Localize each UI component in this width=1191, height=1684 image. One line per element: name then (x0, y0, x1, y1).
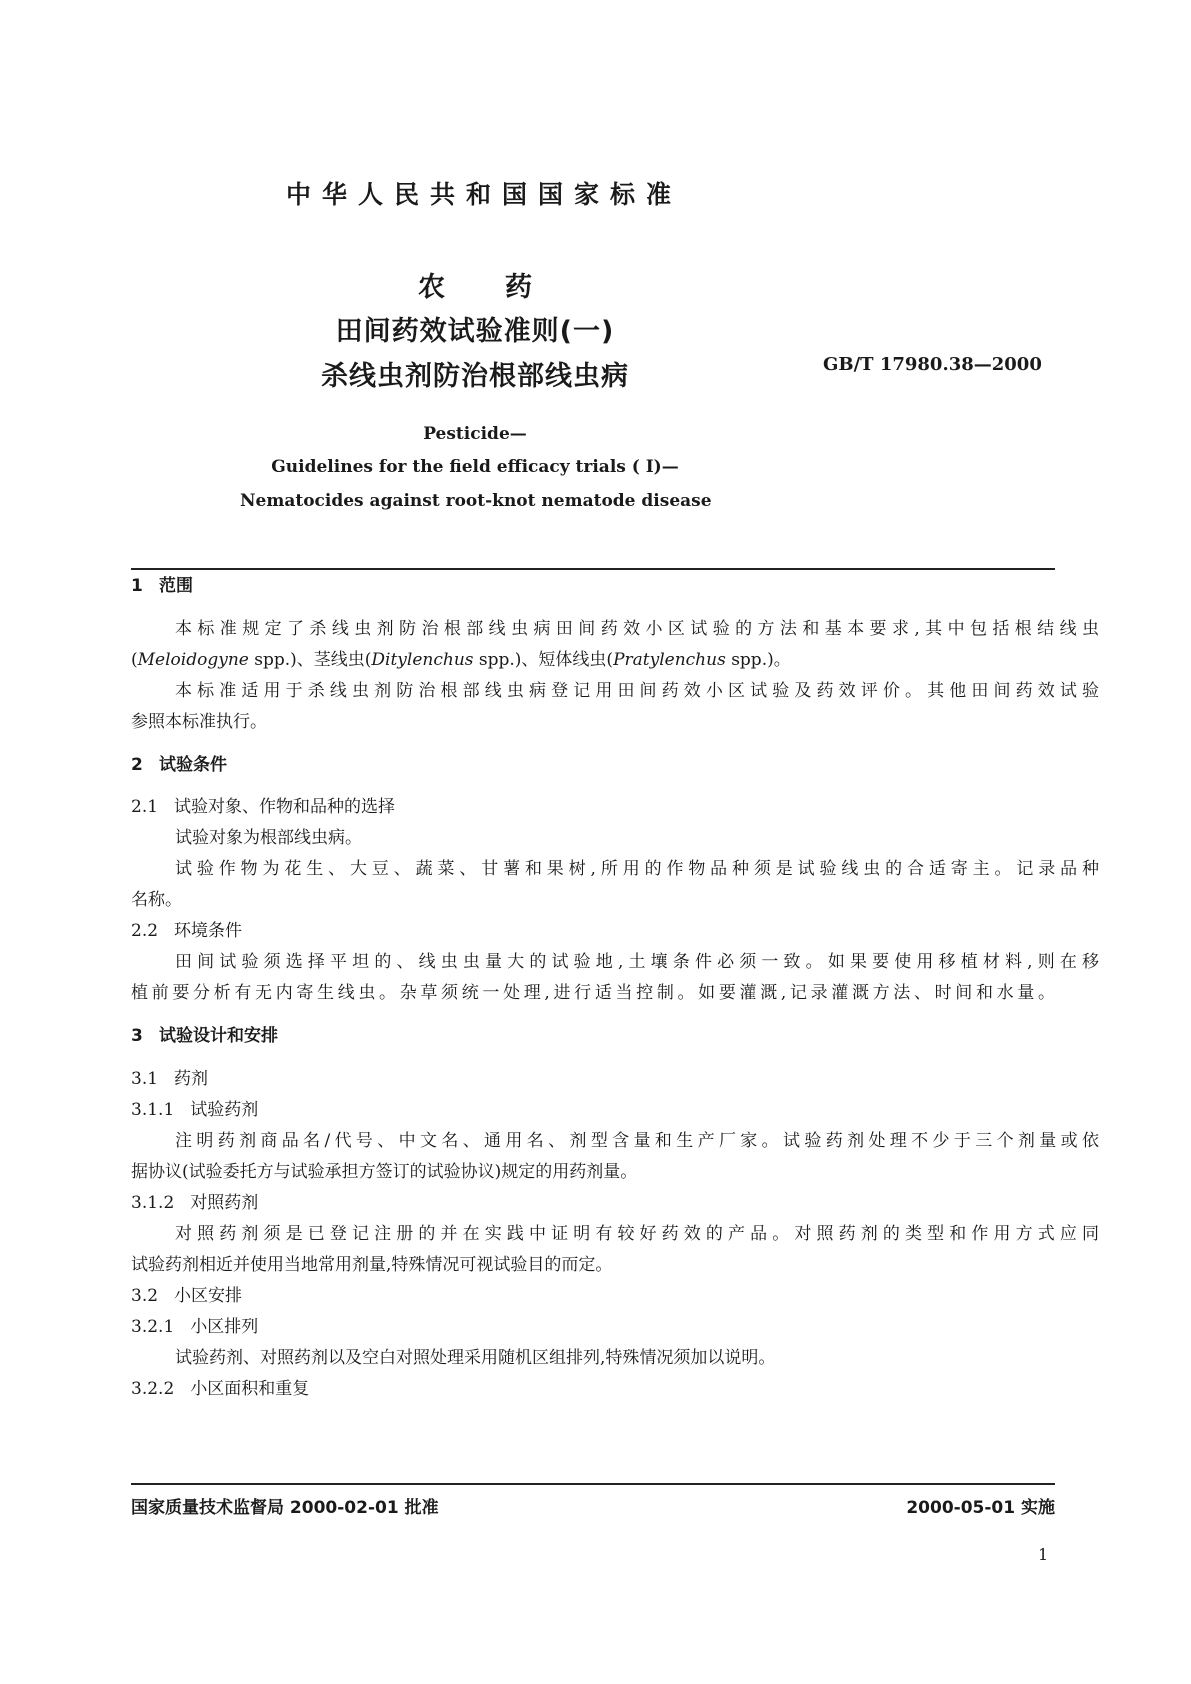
subsection-title: 小区排列 (190, 1317, 259, 1337)
top-divider (131, 568, 1055, 570)
paragraph-line: 据协议(试验委托方与试验承担方签订的试验协议)规定的用药剂量。 (131, 1162, 638, 1182)
subsection-title: 小区面积和重复 (190, 1379, 310, 1399)
subsection-number: 3.1.1 (131, 1100, 175, 1120)
section-title: 试验设计和安排 (159, 1026, 278, 1046)
subsection-title: 试验药剂 (190, 1100, 259, 1120)
section-number: 3 (131, 1026, 143, 1046)
paragraph-line: 名称。 (131, 890, 182, 910)
paragraph-line: 本标准规定了杀线虫剂防治根部线虫病田间药效小区试验的方法和基本要求,其中包括根结线虫 (175, 619, 1099, 639)
text-run: spp.)、短体线虫( (473, 650, 614, 670)
text-run: ( (131, 650, 138, 670)
paragraph-line: 试验作物为花生、大豆、蔬菜、甘薯和果树,所用的作物品种须是试验线虫的合适寄主。记录品种 (175, 859, 1099, 879)
section-number: 2 (131, 755, 143, 775)
subsection-2-2-heading (131, 916, 1055, 947)
implementation-date: 2000-05-01 实施 (906, 1498, 1055, 1518)
section-1-heading (131, 571, 1055, 602)
section-3-heading (131, 1021, 1055, 1052)
paragraph-line: 参照本标准执行。 (131, 712, 267, 732)
paragraph-line: 植前要分析有无内寄生线虫。杂草须统一处理,进行适当控制。如要灌溉,记录灌溉方法、时间和水量。 (131, 983, 1055, 1003)
subsection-number: 3.2.2 (131, 1379, 175, 1399)
title-en-line-3: Nematocides against root-knot nematode disease (240, 491, 712, 511)
standard-number: GB/T 17980.38—2000 (823, 354, 1042, 375)
subsection-title: 对照药剂 (190, 1193, 259, 1213)
bottom-divider (131, 1483, 1055, 1485)
paragraph-line: 试验药剂相近并使用当地常用剂量,特殊情况可视试验目的而定。 (131, 1255, 613, 1275)
subsection-3-2-2-heading (131, 1374, 1055, 1405)
subsection-3-2-heading (131, 1281, 1055, 1312)
approval-statement: 国家质量技术监督局 2000-02-01 批准 (131, 1498, 439, 1518)
paragraph-line: 试验药剂、对照药剂以及空白对照处理采用随机区组排列,特殊情况须加以说明。 (175, 1348, 776, 1368)
subsection-title: 试验对象、作物和品种的选择 (174, 797, 396, 817)
subsection-number: 3.1 (131, 1069, 159, 1089)
subsection-3-1-1-heading (131, 1095, 1055, 1126)
section-title: 试验条件 (159, 755, 227, 775)
subsection-title: 小区安排 (174, 1286, 243, 1306)
genus-name: Pratylenchus (613, 650, 726, 670)
subsection-number: 2.1 (131, 797, 159, 817)
genus-name: Ditylenchus (371, 650, 474, 670)
title-en-line-1: Pesticide— (423, 424, 527, 444)
title-en-line-2: Guidelines for the field efficacy trials ( Ⅰ)— (271, 457, 679, 477)
subsection-3-1-2-heading (131, 1188, 1055, 1219)
section-number: 1 (131, 576, 143, 596)
subsection-title: 环境条件 (174, 921, 243, 941)
section-title: 范围 (159, 576, 193, 596)
national-standard-heading: 中华人民共和国国家标准 (286, 180, 683, 209)
subsection-number: 3.2 (131, 1286, 159, 1306)
paragraph-line: 试验对象为根部线虫病。 (175, 828, 362, 848)
title-cn-line-3: 杀线虫剂防治根部线虫病 (321, 361, 629, 392)
paragraph-line: 田间试验须选择平坦的、线虫虫量大的试验地,土壤条件必须一致。如果要使用移植材料,则在移 (175, 952, 1099, 972)
subsection-3-2-1-heading (131, 1312, 1055, 1343)
genus-name: Meloidogyne (137, 650, 249, 670)
paragraph-line: 注明药剂商品名/代号、中文名、通用名、剂型含量和生产厂家。试验药剂处理不少于三个剂量或依 (175, 1131, 1099, 1151)
section-2-heading (131, 750, 1055, 781)
subsection-number: 3.1.2 (131, 1193, 175, 1213)
paragraph-line: 对照药剂须是已登记注册的并在实践中证明有较好药效的产品。对照药剂的类型和作用方式应同 (175, 1224, 1099, 1244)
paragraph-line (131, 645, 1055, 676)
paragraph-line: 本标准适用于杀线虫剂防治根部线虫病登记用田间药效小区试验及药效评价。其他田间药效试验 (175, 681, 1099, 701)
text-run: spp.)。 (725, 650, 791, 670)
subsection-2-1-heading (131, 792, 1055, 823)
subsection-number: 2.2 (131, 921, 159, 941)
title-cn-line-1: 农药 (418, 272, 592, 303)
text-run: spp.)、茎线虫( (248, 650, 372, 670)
subsection-number: 3.2.1 (131, 1317, 175, 1337)
page-number: 1 (1038, 1545, 1049, 1564)
subsection-title: 药剂 (174, 1069, 209, 1089)
title-cn-line-2: 田间药效试验准则(一) (335, 316, 615, 347)
subsection-3-1-heading (131, 1064, 1055, 1095)
